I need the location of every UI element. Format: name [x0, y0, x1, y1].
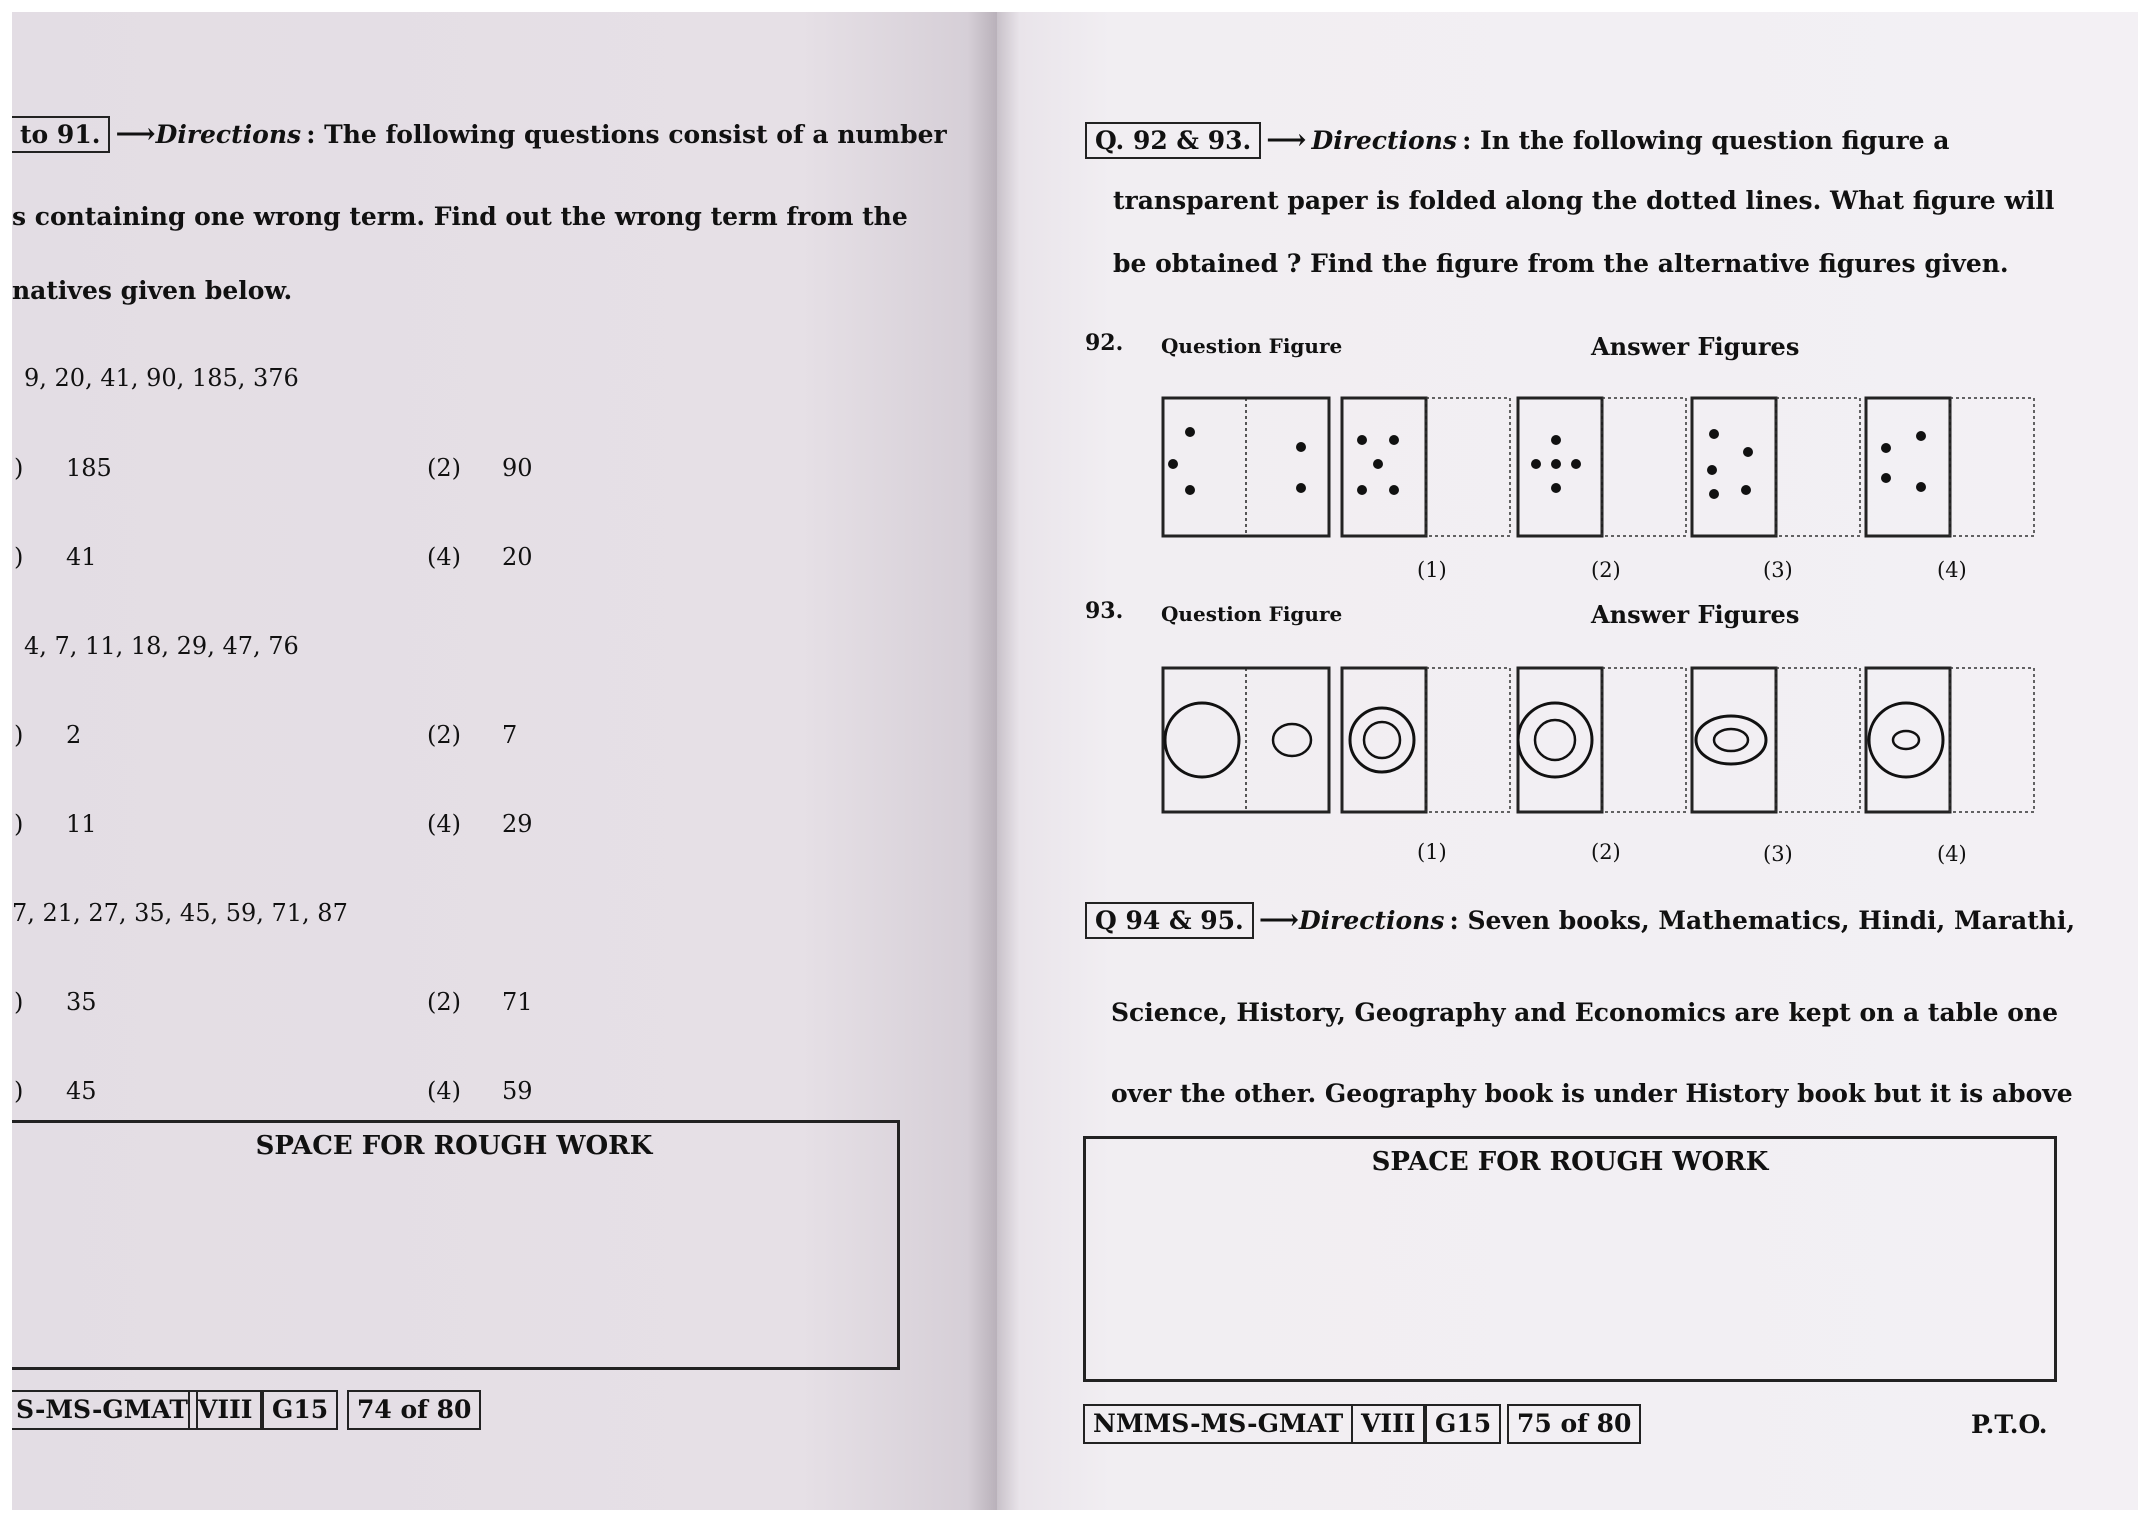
- left-q3-series: 7, 21, 27, 35, 45, 59, 71, 87: [12, 899, 348, 927]
- left-q3-opt4: 59: [502, 1077, 533, 1105]
- left-q3-opt4-marker: (4): [427, 1077, 461, 1105]
- right-footer-pto: P.T.O.: [1971, 1410, 2048, 1439]
- q92-number: 92.: [1085, 330, 1124, 356]
- q93-option-3-figure: [1692, 668, 1860, 812]
- arrow-icon: ⟶: [115, 117, 156, 150]
- arrow-icon: ⟶: [1266, 123, 1307, 156]
- q93-option-2-figure: [1518, 668, 1686, 812]
- left-rough-work-box: [12, 1120, 900, 1370]
- left-rough-work-title: SPACE FOR ROUGH WORK: [255, 1131, 653, 1161]
- left-q2-series: 4, 7, 11, 18, 29, 47, 76: [24, 632, 299, 660]
- right-directions2-line2: Science, History, Geography and Economics are kept on a table one: [1111, 998, 2058, 1027]
- left-q2-opt1-marker: ): [14, 721, 24, 749]
- left-directions-word: Directions: [155, 120, 302, 149]
- q92-option-3-label: (3): [1763, 558, 1793, 582]
- right-directions-line1: : In the following question figure a: [1462, 126, 1950, 155]
- q92-93-label: Q. 92 & 93.: [1085, 122, 1261, 159]
- right-directions-word: Directions: [1311, 126, 1457, 155]
- right-directions2-line3: over the other. Geography book is under History book but it is above: [1111, 1079, 2073, 1108]
- q92-question-figure: [1163, 398, 1329, 536]
- right-rough-work-title: SPACE FOR ROUGH WORK: [1371, 1147, 1769, 1177]
- q92-option-4-figure: [1866, 398, 2034, 536]
- q92-option-3-figure: [1692, 398, 1860, 536]
- left-directions-line3: natives given below.: [12, 276, 293, 305]
- q93-question-figure-label: Question Figure: [1161, 602, 1343, 626]
- left-q2-opt2: 7: [502, 721, 518, 749]
- left-q1-opt1-marker: ): [14, 454, 24, 482]
- q92-option-2-figure: [1518, 398, 1686, 536]
- right-footer-page: 75 of 80: [1507, 1404, 1641, 1444]
- left-q3-opt2: 71: [502, 988, 533, 1016]
- left-footer-set: G15: [262, 1390, 338, 1430]
- right-page: [997, 12, 2138, 1510]
- left-q1-opt2-marker: (2): [427, 454, 461, 482]
- left-q1-opt3-marker: ): [14, 543, 24, 571]
- right-footer-code: NMMS-MS-GMAT: [1083, 1404, 1353, 1444]
- q92-option-2-label: (2): [1591, 558, 1621, 582]
- left-q3-opt2-marker: (2): [427, 988, 461, 1016]
- left-q1-series: 9, 20, 41, 90, 185, 376: [24, 364, 299, 392]
- left-q2-opt1: 2: [66, 721, 82, 749]
- q93-question-figure: [1163, 668, 1329, 812]
- right-directions-line2: transparent paper is folded along the dotted lines. What figure will: [1113, 186, 2055, 215]
- arrow-icon: ⟶: [1258, 903, 1299, 936]
- q92-answer-figures-label: Answer Figures: [1591, 332, 1800, 361]
- q93-number: 93.: [1085, 598, 1124, 624]
- left-footer-class: VIII: [188, 1390, 262, 1430]
- left-q3-opt1: 35: [66, 988, 97, 1016]
- left-page: [12, 12, 997, 1510]
- q92-option-4-label: (4): [1937, 558, 1967, 582]
- left-q2-opt3: 11: [66, 810, 97, 838]
- left-q1-opt1: 185: [66, 454, 112, 482]
- q92-question-figure-label: Question Figure: [1161, 334, 1343, 358]
- left-q2-opt3-marker: ): [14, 810, 24, 838]
- q93-option-1-figure: [1342, 668, 1510, 812]
- left-q1-opt2: 90: [502, 454, 533, 482]
- left-footer-page: 74 of 80: [347, 1390, 481, 1430]
- q93-option-2-label: (2): [1591, 840, 1621, 864]
- right-footer-set: G15: [1425, 1404, 1501, 1444]
- left-q1-opt4-marker: (4): [427, 543, 461, 571]
- q92-option-1-label: (1): [1417, 558, 1447, 582]
- left-q2-opt4-marker: (4): [427, 810, 461, 838]
- q92-option-1-figure: [1342, 398, 1510, 536]
- right-directions2-line1: : Seven books, Mathematics, Hindi, Marathi,: [1449, 906, 2076, 935]
- q93-option-1-label: (1): [1417, 840, 1447, 864]
- left-q2-opt4: 29: [502, 810, 533, 838]
- q93-option-4-label: (4): [1937, 842, 1967, 866]
- right-directions-line3: be obtained ? Find the figure from the alternative figures given.: [1113, 249, 2009, 278]
- left-q3-opt3-marker: ): [14, 1077, 24, 1105]
- right-directions-header: [1085, 122, 1949, 159]
- left-q3-opt3: 45: [66, 1077, 97, 1105]
- right-directions2-word: Directions: [1298, 906, 1445, 935]
- left-question-range-label: to 91.: [12, 116, 110, 153]
- q93-figures: [1152, 654, 2082, 824]
- q94-95-header: [1085, 902, 2075, 939]
- q94-95-label: Q 94 & 95.: [1085, 902, 1254, 939]
- left-directions-header: [12, 116, 947, 153]
- left-directions-line2: s containing one wrong term. Find out the wrong term from the: [12, 202, 908, 231]
- q93-option-4-figure: [1866, 668, 2034, 812]
- left-footer-code: S-MS-GMAT: [12, 1390, 198, 1430]
- right-rough-work-box: [1083, 1136, 2057, 1382]
- q93-answer-figures-label: Answer Figures: [1591, 600, 1800, 629]
- left-directions-line1: : The following questions consist of a number: [306, 120, 947, 149]
- left-q1-opt3: 41: [66, 543, 97, 571]
- q92-figures: [1152, 384, 2082, 544]
- left-q1-opt4: 20: [502, 543, 533, 571]
- left-q2-opt2-marker: (2): [427, 721, 461, 749]
- right-footer-class: VIII: [1351, 1404, 1425, 1444]
- q93-option-3-label: (3): [1763, 842, 1793, 866]
- left-q3-opt1-marker: ): [14, 988, 24, 1016]
